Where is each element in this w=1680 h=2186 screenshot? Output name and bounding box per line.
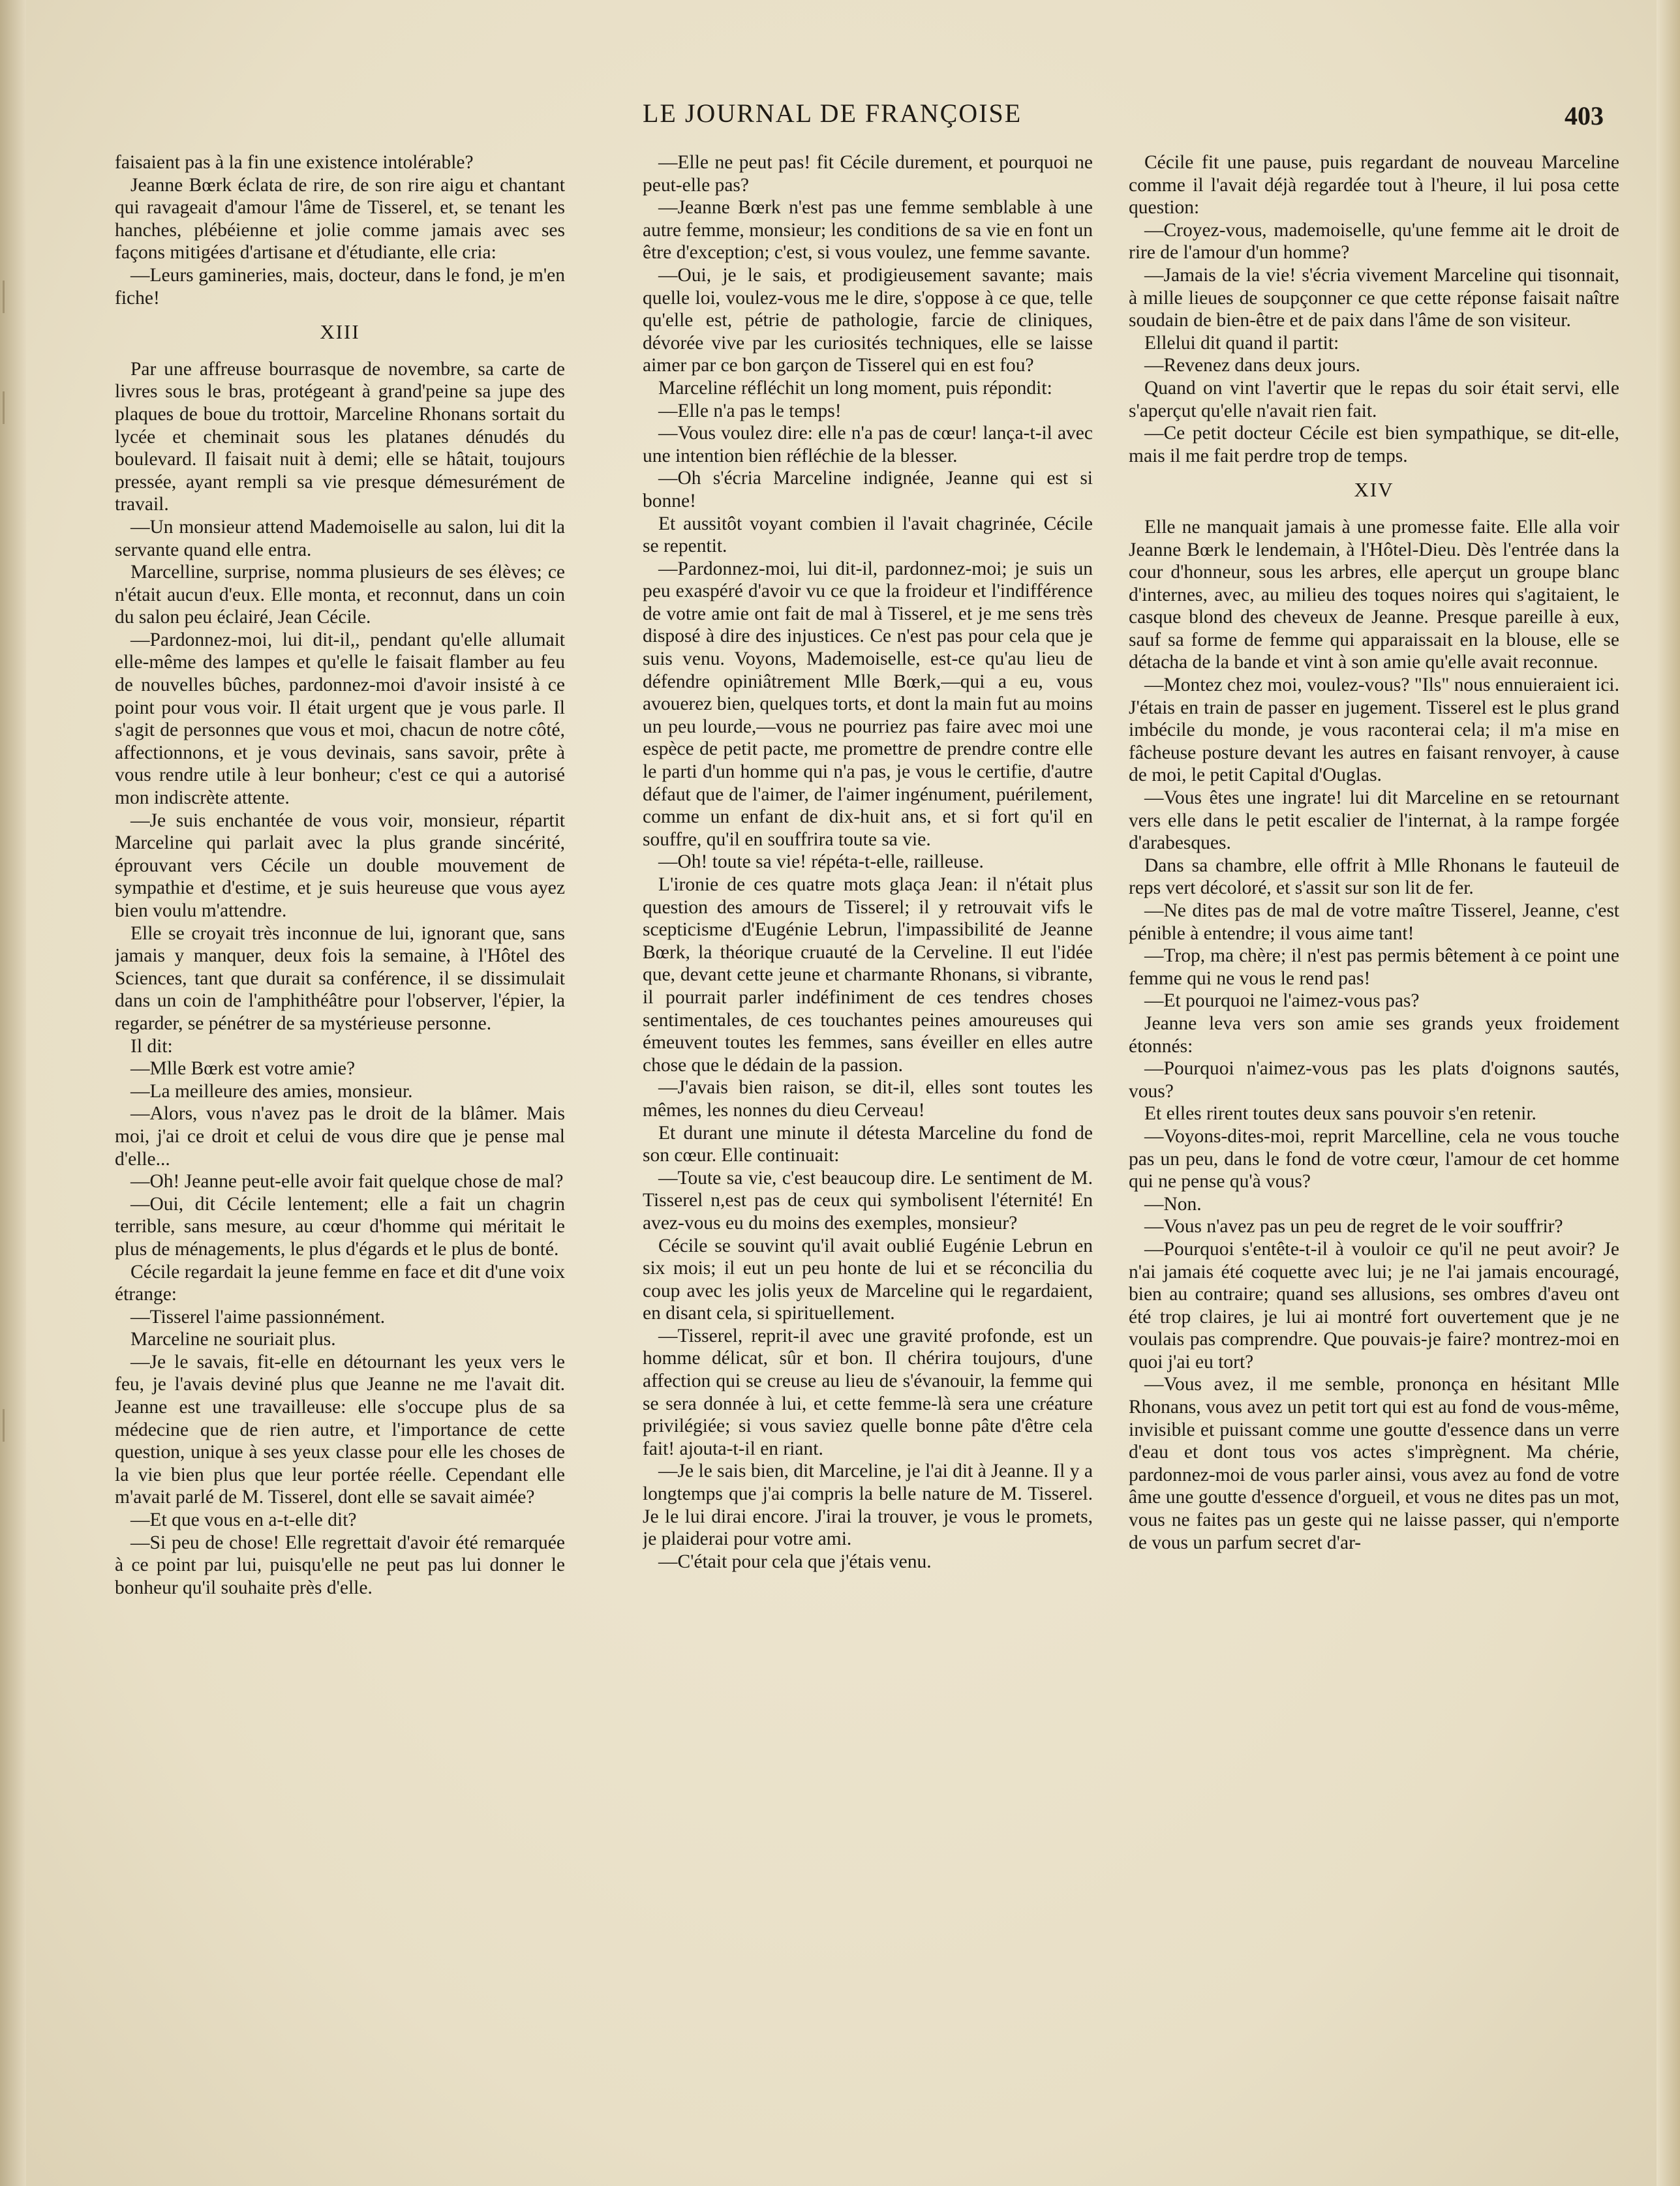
paragraph: —Je suis enchantée de vous voir, monsieur, répartit Marceline qui parlait avec la plus grande sincérité, éprouvant vers Cécile un double mouvement de sympathie et d'estime, et je suis heureuse que vous ayez bien voulu m'attendre. — [115, 810, 565, 921]
page-number: 403 — [1565, 101, 1604, 130]
paragraph: —Trop, ma chère; il n'est pas permis bêtement à ce point une femme qui ne vous le rend pas! — [1129, 945, 1619, 989]
journal-title: LE JOURNAL DE FRANÇOISE — [643, 99, 1022, 128]
paragraph: Marcelline, surprise, nomma plusieurs de ses élèves; ce n'était aucun d'eux. Elle monta, et reconnut, dans un coin du salon peu éclairé, Jean Cécile. — [115, 562, 565, 628]
paragraph: —Vous êtes une ingrate! lui dit Marceline en se retournant vers elle dans le petit escalier de l'internat, à la rampe forgée d'arabesques. — [1129, 787, 1619, 854]
paragraph: —Revenez dans deux jours. — [1144, 355, 1360, 376]
paragraph: Il dit: — [130, 1035, 173, 1057]
paragraph: —Vous voulez dire: elle n'a pas de cœur! lança-t-il avec une intention bien réfléchie de la blesser. — [643, 423, 1093, 466]
text-column-1 — [115, 151, 565, 2134]
paragraph: —Oh s'écria Marceline indignée, Jeanne qui est si bonne! — [643, 468, 1093, 511]
paragraph: —Je le sais bien, dit Marceline, je l'ai dit à Jeanne. Il y a longtemps que j'ai compris la belle nature de M. Tisserel. Je le lui dirai encore. J'irai la trouver, je vous le promets, je plaiderai pour votre ami. — [643, 1461, 1093, 1550]
paragraph: Cécile se souvint qu'il avait oublié Eugénie Lebrun en six mois; il eut un peu honte de lui et se réconcilia du coup avec les jolis yeux de Marceline qui le regardaient, en disant cela, si spirituellement. — [643, 1235, 1093, 1324]
paragraph: Elle ne manquait jamais à une promesse faite. Elle alla voir Jeanne Bœrk le lendemain, à l'Hôtel-Dieu. Dès l'entrée dans la cour d'honneur, sous les arbres, elle aperçut un groupe blanc d'internes, avec, au milieu des toques noires qui s'agitaient, le casque blond des cheveux de Jeanne. Presque pareille à eux, sauf sa forme de femme qui apparaissait en la blouse, elle se détacha de la bande et vint à son amie qu'elle avait reconnue. — [1129, 516, 1619, 673]
paragraph: —Montez chez moi, voulez-vous? "Ils" nous ennuieraient ici. J'étais en train de passer en jugement. Tisserel est le plus grand imbécile du monde, je vous raconterai cela; il m'a mise en fâcheuse posture devant les autres en faisant renvoyer, à cause de moi, le petit Capital d'Ouglas. — [1129, 675, 1619, 786]
binding-mark — [3, 281, 11, 313]
paragraph: —Et pourquoi ne l'aimez-vous pas? — [1144, 990, 1420, 1012]
paragraph: —Oui, je le sais, et prodigieusement savante; mais quelle loi, voulez-vous me le dire, s'oppose à ce que, telle qu'elle est, pétrie de pathologie, farcie de cliniques, dévorée vive par les curiosités techniques, elle se laisse aimer par ce bon garçon de Tisserel qui en est fou? — [643, 264, 1093, 376]
paragraph: Dans sa chambre, elle offrit à Mlle Rhonans le fauteuil de reps vert décoloré, et s'assit sur son lit de fer. — [1129, 855, 1619, 899]
paragraph: —Je le savais, fit-elle en détournant les yeux vers le feu, je l'avais deviné plus que Jeanne ne me l'avait dit. Jeanne est une travailleuse: elle s'occupe plus de sa médecine que de rien autre, et l'importance de cette question, unique à ses yeux classe pour elle les choses de la vie bien plus que leur portée réelle. Cependant elle m'avait parlé de M. Tisserel, dont elle se savait aimée? — [115, 1351, 565, 1508]
paragraph: —Elle n'a pas le temps! — [658, 400, 842, 421]
text-column-2 — [643, 151, 1093, 2134]
paragraph: —Elle ne peut pas! fit Cécile durement, et pourquoi ne peut-elle pas? — [643, 152, 1093, 196]
page-spine — [0, 0, 26, 2186]
paragraph: —Alors, vous n'avez pas le droit de la blâmer. Mais moi, j'ai ce droit et celui de vous dire que je pense mal d'elle... — [115, 1103, 565, 1170]
paragraph: —C'était pour cela que j'étais venu. — [658, 1551, 932, 1572]
paragraph: —Non. — [1144, 1193, 1202, 1215]
paragraph: Elle se croyait très inconnue de lui, ignorant que, sans jamais y manquer, deux fois la semaine, à l'Hôtel des Sciences, tant que durait sa conférence, il se dissimulait dans un coin de l'amphithéâtre pour l'observer, l'épier, la regarder, se pénétrer de sa mystérieuse personne. — [115, 922, 565, 1034]
paragraph: —Jeanne Bœrk n'est pas une femme semblable à une autre femme, monsieur; les conditions de sa vie en font un être d'exception; c'est, si vous voulez, une femme savante. — [643, 197, 1093, 264]
paragraph: Jeanne leva vers son amie ses grands yeux froidement étonnés: — [1129, 1012, 1619, 1057]
paragraph: —Pardonnez-moi, lui dit-il,, pendant qu'elle allumait elle-même des lampes et qu'elle le faisait flamber au feu de nouvelles bûches, pardonnez-moi d'avoir insisté à ce point pour vous voir. Il était urgent que je vous parle. Il s'agit de personnes que vous et moi, chacun de notre côté, affectionnons, et je vous devinais, sans savoir, prête à vous rendre utile à leur bonheur; c'est ce qui a autorisé mon indiscrète attente. — [115, 629, 565, 809]
paragraph: —Mlle Bœrk est votre amie? — [130, 1058, 356, 1080]
paragraph: Ellelui dit quand il partit: — [1144, 332, 1339, 354]
paragraph: —Ne dites pas de mal de votre maître Tisserel, Jeanne, c'est pénible à entendre; il vous aime tant! — [1129, 900, 1619, 944]
paragraph: —Toute sa vie, c'est beaucoup dire. Le sentiment de M. Tisserel n,est pas de ceux qui symbolisent l'éternité! En avez-vous eu du moins des exemples, monsieur? — [643, 1167, 1093, 1234]
paragraph: Cécile regardait la jeune femme en face et dit d'une voix étrange: — [115, 1261, 565, 1305]
paragraph: —Croyez-vous, mademoiselle, qu'une femme ait le droit de rire de l'amour d'un homme? — [1129, 219, 1619, 264]
paragraph: —Et que vous en a-t-elle dit? — [130, 1510, 357, 1531]
paragraph: Par une affreuse bourrasque de novembre, sa carte de livres sous le bras, protégeant à grand'peine sa jupe des plaques de boue du trottoir, Marceline Rhonans sortait du lycée et cheminait sous les platanes dénudés du boulevard. Il faisait nuit à demi; elle se hâtait, toujours pressée, ayant rempli sa vie presque démesurément de travail. — [115, 358, 565, 515]
paragraph: —Pourquoi s'entête-t-il à vouloir ce qu'il ne peut avoir? Je n'ai jamais été coquette avec lui; je ne l'ai jamais encouragé, bien au contraire; quand ses allusions, ses ombres d'aveu ont été trop claires, je lui ai montré fort ouvertement que je ne voulais pas comprendre. Que pouvais-je faire? montrez-moi en quoi j'ai eu tort? — [1129, 1238, 1619, 1373]
paragraph: —Pourquoi n'aimez-vous pas les plats d'oignons sautés, vous? — [1129, 1058, 1619, 1102]
paragraph: Et durant une minute il détesta Marceline du fond de son cœur. Elle continuait: — [643, 1122, 1093, 1166]
paragraph: —Tisserel, reprit-il avec une gravité profonde, est un homme délicat, sûr et bon. Il chérira toujours, d'une affection qui se creuse au lieu de s'évanouir, la femme qui se sera donnée à lui, et cette femme-là sera une créature privilégiée; si vous saviez quelle bonne pâte d'être cela fait! ajouta-t-il en riant. — [643, 1325, 1093, 1459]
paragraph: faisaient pas à la fin une existence intolérable? — [115, 152, 474, 173]
text-column-3 — [1129, 151, 1619, 2134]
paragraph: —Oui, dit Cécile lentement; elle a fait un chagrin terrible, sans mesure, au cœur d'homme qui méritait le plus de ménagements, le plus d'égards et le plus de bonté. — [115, 1193, 565, 1260]
paragraph: —Si peu de chose! Elle regrettait d'avoir été remarquée à ce point par lui, puisqu'elle ne peut pas lui donner le bonheur qu'il souhaite près d'elle. — [115, 1532, 565, 1598]
binding-mark — [3, 391, 11, 424]
paragraph: —Voyons-dites-moi, reprit Marcelline, cela ne vous touche pas un peu, dans le fond de votre cœur, l'amour de cet homme qui ne pense qu'à vous? — [1129, 1125, 1619, 1192]
paragraph: Et elles rirent toutes deux sans pouvoir s'en retenir. — [1144, 1103, 1536, 1125]
paragraph: —Tisserel l'aime passionnément. — [130, 1306, 386, 1328]
paragraph: Marceline réfléchit un long moment, puis répondit: — [658, 377, 1052, 399]
paragraph: —Un monsieur attend Mademoiselle au salon, lui dit la servante quand elle entra. — [115, 516, 565, 560]
paragraph: Jeanne Bœrk éclata de rire, de son rire aigu et chantant qui ravageait d'amour l'âme de Tisserel, et, se tenant les hanches, plébéienne et jolie comme jamais avec ses façons mitigées d'artisane et d'étudiante, elle cria: — [115, 174, 565, 264]
paragraph: —Vous n'avez pas un peu de regret de le voir souffrir? — [1144, 1216, 1563, 1237]
page-edge — [1657, 0, 1680, 2186]
binding-mark — [3, 1409, 11, 1442]
paragraph: —J'avais bien raison, se dit-il, elles sont toutes les mêmes, les nonnes du dieu Cerveau! — [643, 1077, 1093, 1121]
paragraph: —Oh! Jeanne peut-elle avoir fait quelque chose de mal? — [130, 1171, 564, 1192]
running-header — [0, 98, 1680, 137]
paragraph: —Jamais de la vie! s'écria vivement Marceline qui tisonnait, à mille lieues de soupçonner ce que cette réponse faisait naître soudain de bien-être et de paix dans l'âme de son visiteur. — [1129, 264, 1619, 331]
paragraph: —Vous avez, il me semble, prononça en hésitant Mlle Rhonans, vous avez un petit tort qui est au fond de vous-même, invisible et puissant comme une goutte d'essence dans un verre d'eau et dont tous vos actes s'imprègnent. Ma chérie, pardonnez-moi de vous parler ainsi, vous avez au fond de votre âme une goutte d'essence d'orgueil, et vous ne dites pas un mot, vous ne faites pas un geste qui ne laisse passer, qui n'emporte de vous un parfum secret d'ar- — [1129, 1374, 1619, 1553]
paragraph: Marceline ne souriait plus. — [130, 1329, 336, 1350]
paragraph: —Pardonnez-moi, lui dit-il, pardonnez-moi; je suis un peu exaspéré d'avoir vu ce que la froideur et l'indifférence de votre amie ont fait de mal à Tisserel, et je me sens très disposé à dire des injustices. Ce n'est pas pour cela que je suis venu. Voyons, Mademoiselle, est-ce qu'au lieu de défendre opiniâtrement Mlle Bœrk,—qui a eu, vous avouerez bien, quelques torts, et dont la main fut au moins un peu lourde,—vous ne pourriez pas faire avec moi une espèce de petit pacte, me promettre de prendre contre elle le parti d'un homme qui n'a pas, je vous le certifie, d'autre défaut que de l'aimer, de l'aimer ingénument, puérilement, comme un enfant de dix-huit ans, et si fort qu'il en souffre, qu'il en souffrira toute sa vie. — [643, 558, 1093, 850]
chapter-heading: XIV — [1354, 478, 1394, 502]
chapter-heading: XIII — [320, 320, 360, 344]
paragraph: L'ironie de ces quatre mots glaça Jean: il n'était plus question des amours de Tisserel; il y retrouvait vifs le scepticisme d'Eugénie Lebrun, l'impassibilité de Jeanne Bœrk, la théorique cruauté de la Cerveline. Il eut l'idée que, devant cette jeune et charmante Rhonans, si vibrante, il pourrait parler indéfiniment de ces tendres choses sentimentales, de ces touchantes peines amoureuses qui émeuvent toutes les femmes, sans éveiller en elles autre chose que le dédain de la passion. — [643, 874, 1093, 1076]
paragraph: —Ce petit docteur Cécile est bien sympathique, se dit-elle, mais il me fait perdre trop de temps. — [1129, 423, 1619, 466]
paragraph: —La meilleure des amies, monsieur. — [130, 1080, 413, 1102]
paragraph: —Leurs gamineries, mais, docteur, dans le fond, je m'en fiche! — [115, 264, 565, 309]
paragraph: —Oh! toute sa vie! répéta-t-elle, railleuse. — [658, 851, 984, 873]
paragraph: Cécile fit une pause, puis regardant de nouveau Marceline comme il l'avait déjà regardée tout à l'heure, il lui posa cette question: — [1129, 152, 1619, 219]
paragraph: Quand on vint l'avertir que le repas du soir était servi, elle s'aperçut qu'elle n'avait rien fait. — [1129, 377, 1619, 421]
paragraph: Et aussitôt voyant combien il l'avait chagrinée, Cécile se repentit. — [643, 513, 1093, 557]
